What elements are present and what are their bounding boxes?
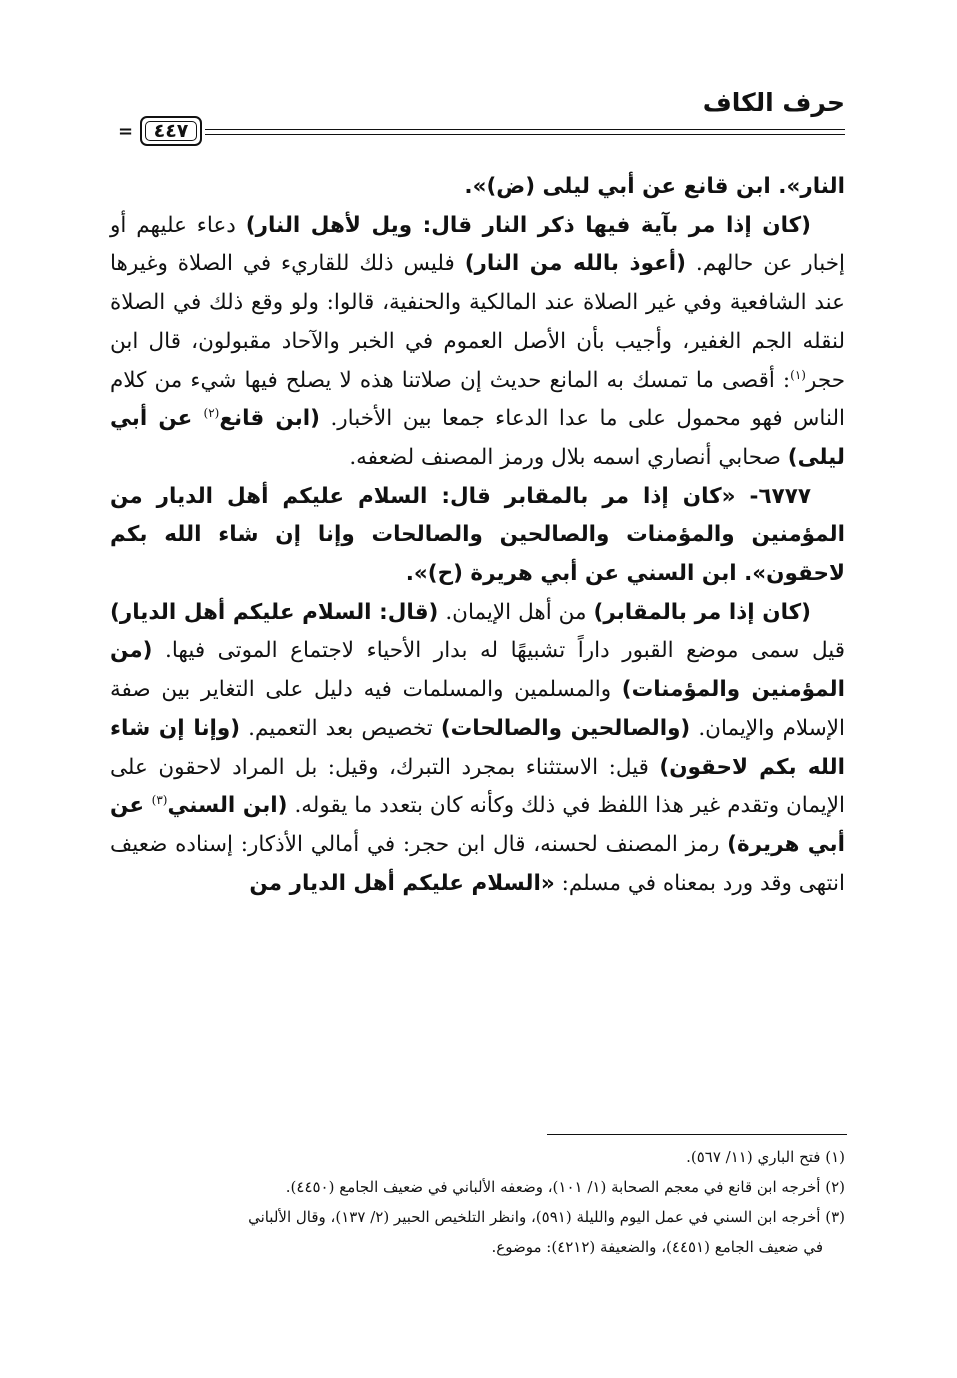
footnote-ref: (١) [790, 367, 806, 382]
bold-phrase: «السلام عليكم أهل الديار من [249, 870, 555, 896]
text-run: : أقصى ما تمسك به المانع حديث إن صلاتنا هذه لا يصلح فيها شيء من كلام الناس فهو محمول على ما عدا الدعاء جمعا بين الأخبار. [110, 367, 845, 432]
hadith-text: «كان إذا مر بالمقابر قال: السلام عليكم أهل الديار من المؤمنين والمؤمنات والصالحين والصالحات وإنا إن شاء الله بكم لاحقون». ابن السني عن أبي هريرة (ح)». [110, 483, 845, 587]
text-run: دعاء عليهم أو إخبار عن حالهم. [110, 212, 845, 277]
bold-phrase: (ابن السني [167, 793, 288, 819]
footnote-ref: (٢) [203, 406, 220, 421]
footnote-2: (٢) أخرجه ابن قانع في معجم الصحابة (١/ ١٠١)، وضعفه الألباني في ضعيف الجامع (٤٤٥٠). [285, 1178, 845, 1196]
main-text [110, 168, 845, 903]
footnote-3-continuation: في ضعيف الجامع (٤٤٥١)، والضعيفة (٤٢١٢): موضوع. [491, 1238, 823, 1256]
text-run: والمسلمين والمسلمات فيه دليل على التغاير بين صفة الإسلام والإيمان. [110, 677, 846, 741]
paragraph-continuation [110, 168, 845, 207]
bold-phrase: عن أبي ليلى) [110, 406, 845, 470]
hadith-number: ٦٧٧٧- [735, 483, 811, 509]
text-run: تخصيص بعد التعميم. [240, 715, 441, 741]
text-run: قيل سمى موضع القبور داراً تشبيهًا له بدار الأحياء لاجتماع الموتى فيها. [152, 638, 845, 664]
footnote-separator [547, 1134, 847, 1135]
hadith-end: النار». ابن قانع عن أبي ليلى (ض)». [464, 174, 845, 199]
bold-phrase: (قال: السلام عليكم أهل الديار) [110, 599, 439, 625]
page-number-box [140, 116, 202, 146]
page-number: ٤٤٧ [153, 120, 189, 142]
chapter-title: حرف الكاف [702, 88, 845, 117]
bold-phrase: عن أبي هريرة) [110, 793, 846, 857]
bold-phrase: (وإنا إن شاء الله بكم لاحقون) [110, 715, 845, 780]
bold-phrase: (ابن قانع [219, 406, 320, 432]
bold-phrase: (من المؤمنين والمؤمنات) [110, 638, 845, 703]
bold-phrase: (أعوذ بالله من النار) [464, 251, 686, 277]
commentary-paragraph-1 [110, 207, 845, 478]
header-rule-line-top [205, 129, 845, 130]
footnote-1: (١) فتح الباري (١١/ ٥٦٧). [686, 1148, 845, 1166]
commentary-paragraph-2 [110, 594, 845, 904]
text-run: فليس ذلك للقاريء في الصلاة وغيرها عند الشافعية وفي غير الصلاة عند المالكية والحنفية، قالوا: ولو وقع ذلك في الصلاة لنقله الجم الغفير، وأجيب بأن الأصل العموم في الخبر والآحاد مقبولون، قال ابن حجر [110, 251, 845, 393]
bold-phrase: (كان إذا مر بآية فيها ذكر النار قال: ويل لأهل النار) [245, 212, 812, 238]
hadith-6777 [110, 478, 845, 594]
text-run: من أهل الإيمان. [438, 599, 594, 625]
text-run: صحابي أنصاري اسمه بلال ورمز المصنف لضعفه. [349, 444, 788, 470]
bold-phrase: (كان إذا مر بالمقابر) [593, 599, 811, 625]
header-rule [110, 116, 845, 150]
text-run: قيل: الاستثناء بمجرد التبرك، وقيل: بل المراد لاحقون على الإيمان وتقدم غير هذا اللفظ في ذلك وكأنه كان بتعدد ما يقوله. [110, 754, 845, 819]
eq-mark: = [118, 121, 134, 142]
footnotes [110, 1142, 845, 1262]
bold-phrase: (والصالحين والصالحات) [440, 715, 691, 741]
footnote-ref: (٣) [151, 793, 168, 808]
header-rule-line-bottom [205, 134, 845, 135]
footnote-3: (٣) أخرجه ابن السني في عمل اليوم والليلة (٥٩١)، وانظر التلخيص الحبير (٢/ ١٣٧)، وقال الألباني [248, 1208, 845, 1226]
text-run: رمز المصنف لحسنه، قال ابن حجر: في أمالي الأذكار: إسناده ضعيف انتهى وقد ورد بمعناه في مسلم: [110, 831, 845, 896]
page-header [110, 88, 845, 158]
